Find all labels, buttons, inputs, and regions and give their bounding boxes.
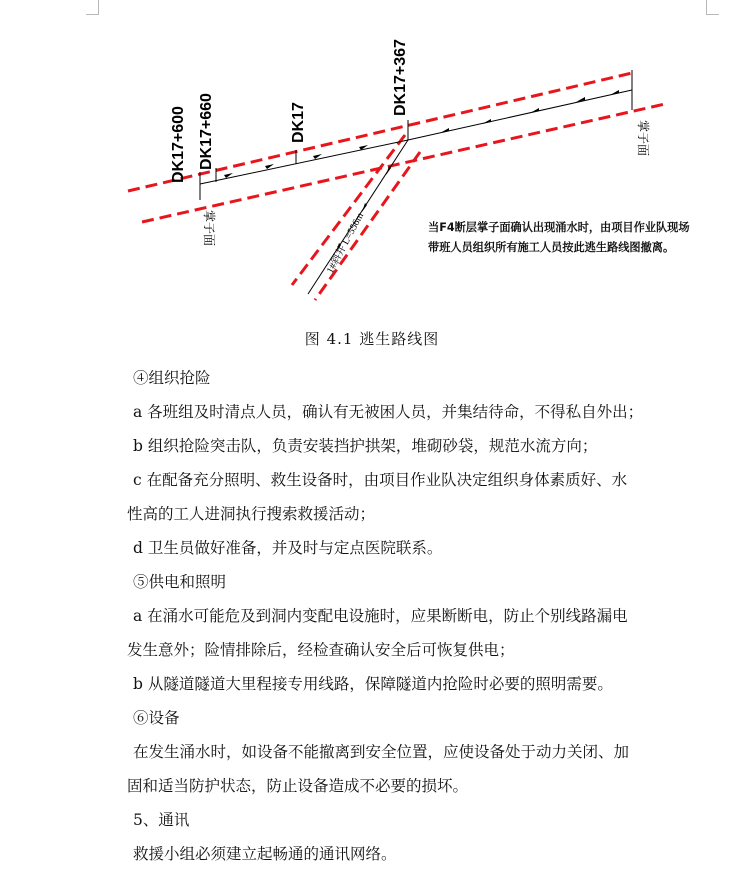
escape-route-figure [0,0,744,330]
figure-caption: 图 4.1 逃生路线图 [304,330,440,348]
section-heading: ⑥设备 [133,709,180,727]
paragraph-line: a 在涌水可能危及到洞内变配电设施时，应果断断电，防止个别线路漏电 [133,607,628,625]
section-heading: ⑤供电和照明 [133,573,227,591]
paragraph-line: 固和适当防护状态，防止设备造成不必要的损坏。 [127,777,469,795]
station-label-dk17: DK17 [290,102,307,143]
face-label-left: 掌子面 [202,210,216,247]
paragraph-line: d 卫生员做好准备，并及时与定点医院联系。 [133,539,443,557]
route-boundary-lower [142,104,665,222]
face-label-right: 掌子面 [636,120,650,157]
paragraph-line: a 各班组及时清点人员，确认有无被困人员，并集结待命，不得私自外出； [133,403,644,421]
paragraph-line: 发生意外；险情排除后，经检查确认安全后可恢复供电； [127,641,515,659]
station-label-dk17-600: DK17+600 [170,106,187,183]
section-heading: 5、通讯 [133,811,190,829]
section-heading: ④组织抢险 [133,369,211,387]
tunnel-centerline-left [200,140,408,184]
shaft-boundary-left [292,135,405,285]
paragraph-line: 救援小组必须建立起畅通的通讯网络。 [133,845,397,863]
paragraph-line: b 组织抢险突击队，负责安装挡护拱架，堆砌砂袋，规范水流方向； [133,437,598,455]
paragraph-line: c 在配备充分照明、救生设备时，由项目作业队决定组织身体素质好、水 [133,471,628,489]
figure-note: 当F4断层掌子面确认出现涌水时，由项目作业队现场带班人员组织所有施工人员按此逃生路线图撤离。 [428,221,690,254]
station-label-dk17-367: DK17+367 [392,39,409,116]
station-label-dk17-660: DK17+660 [198,93,215,170]
paragraph-line: 性高的工人进洞执行搜索救援活动； [127,505,376,523]
paragraph-line: 在发生涌水时，如设备不能撤离到安全位置，应使设备处于动力关闭、加 [133,743,630,761]
shaft-boundary-right [315,152,420,300]
shaft-label: 1#斜井 L=556m [324,211,367,276]
paragraph-line: b 从隧道隧道大里程接专用线路，保障隧道内抢险时必要的照明需要。 [133,675,613,693]
